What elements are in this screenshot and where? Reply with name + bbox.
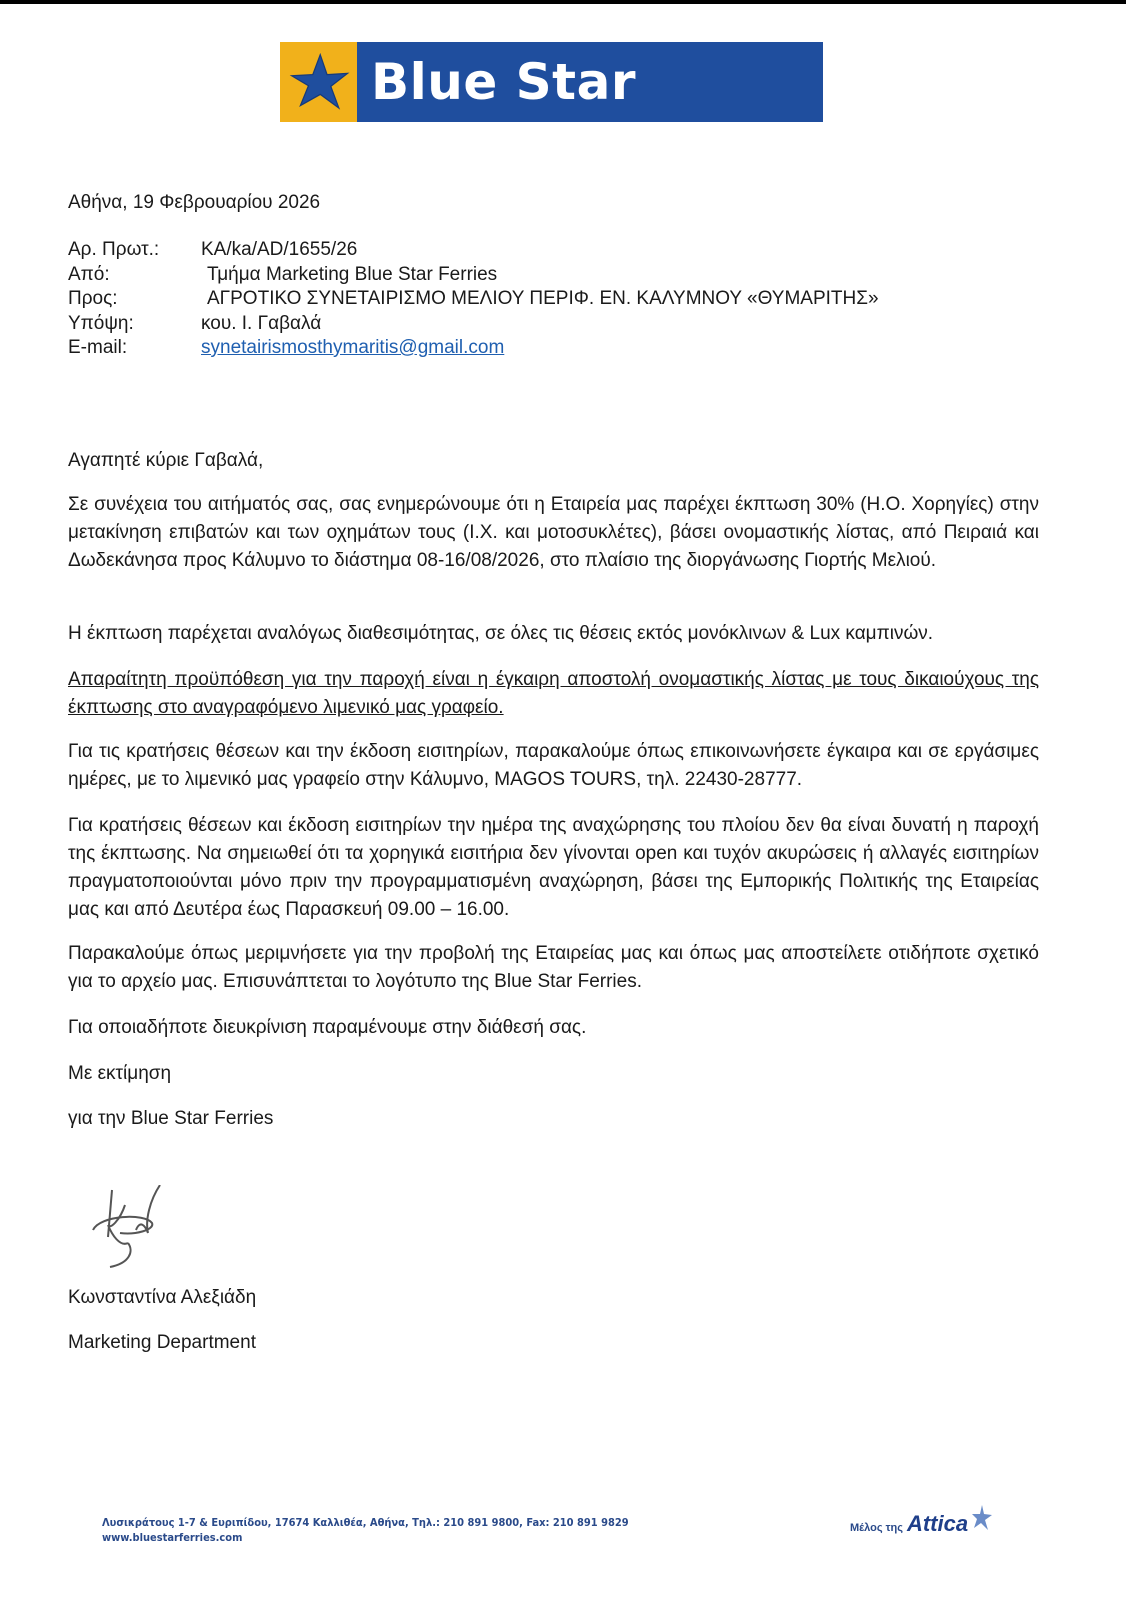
paragraph-text: Παρακαλούμε όπως μεριμνήσετε για την προβολή της Εταιρείας μας και όπως μας αποστείλετε οτιδήποτε σχετικό για το αρχείο μας. Επισυνάπτεται το λογότυπο της Blue Star Ferries. [68, 943, 1039, 992]
paragraph-text: Η έκπτωση παρέχεται αναλόγως διαθεσιμότητας, σε όλες τις θέσεις εκτός μονόκλινων & Lux καμπινών. [68, 623, 934, 644]
header-label: Προς: [68, 288, 118, 309]
paragraph-conditions [68, 812, 1039, 924]
header-row-from [68, 263, 879, 288]
paragraph-text: Για τις κρατήσεις θέσεων και την έκδοση εισιτηρίων, παρακαλούμε όπως επικοινωνήσετε έγκαιρα και σε εργάσιμες ημέρες, με το λιμενικό μας γραφείο στην Κάλυμνο, MAGOS TOURS, τηλ. 22430-28777. [68, 741, 1039, 790]
paragraph-text: Για κρατήσεις θέσεων και έκδοση εισιτηρίων την ημέρα της αναχώρησης του πλοίου δεν θα είναι δυνατή η παροχή της έκπτωσης. Να σημειωθεί ότι τα χορηγικά εισιτήρια δεν γίνονται open και τυχόν ακυρώσεις ή αλλαγές εισιτηρίων πραγματοποιούνται μόνο πριν την προγραμματισμένη αναχώρηση, βάσει της Εμπορικής Πολιτικής της Εταιρείας μας και από Δευτέρα έως Παρασκευή 09.00 – 16.00. [68, 815, 1039, 920]
paragraph-availability [68, 620, 1039, 648]
registered-mark: ® [572, 145, 583, 155]
header-label: Υπόψη: [68, 312, 134, 334]
signatory-name: Κωνσταντίνα Αλεξιάδη [68, 1287, 257, 1308]
member-label: Μέλος της [850, 1522, 903, 1534]
paragraph-text: Σε συνέχεια του αιτήματός σας, σας ενημερώνουμε ότι η Εταιρεία μας παρέχει έκπτωση 30% (Η.Ο. Χορηγίες) στην μετακίνηση επιβατών και των οχημάτων τους (Ι.Χ. και μοτοσυκλέτες), βάσει ονομαστικής λίστας, από Πειραιά και Δωδεκάνησα προς Κάλυμνο το διάστημα 08-16/08/2026, στο πλαίσιο της διοργάνωσης Γιορτής Μελιού. [68, 494, 1039, 571]
closing-organization: για την Blue Star Ferries [68, 1108, 274, 1129]
header-label: Από: [68, 263, 110, 285]
top-edge-bar [0, 0, 1126, 4]
header-row-protocol [68, 238, 879, 263]
header-row-attention [68, 312, 879, 337]
paragraph-bookings [68, 738, 1039, 794]
paragraph-text: Για οποιαδήποτε διευκρίνιση παραμένουμε στην διάθεσή σας. [68, 1017, 587, 1038]
header-row-to [68, 287, 879, 312]
sender: Τμήμα Marketing Blue Star Ferries [207, 263, 498, 285]
logo-brand-text [357, 42, 823, 191]
paragraph-requirement [68, 666, 1039, 722]
star-icon [288, 51, 350, 113]
signatory-department: Marketing Department [68, 1332, 256, 1353]
letter-header-block [68, 238, 879, 361]
paragraph-clarification [68, 1014, 1039, 1042]
paragraph-discount [68, 491, 1039, 575]
header-label: Αρ. Πρωτ.: [68, 239, 160, 260]
company-logo [280, 42, 823, 191]
paragraph-promotion [68, 940, 1039, 996]
email-link[interactable]: synetairismosthymaritis@gmail.com [201, 337, 505, 358]
logo-brand-name: Blue Star Ferries [371, 53, 636, 191]
header-row-email [68, 336, 879, 361]
header-label: E-mail: [68, 337, 128, 358]
letter-date: Αθήνα, 19 Φεβρουαρίου 2026 [68, 192, 321, 213]
attica-star-icon [972, 1505, 992, 1531]
attica-logo-text: Attica [906, 1511, 969, 1536]
closing: Με εκτίμηση [68, 1063, 172, 1084]
protocol-number: KA/ka/AD/1655/26 [201, 239, 358, 260]
logo-star-box [280, 42, 357, 122]
paragraph-text-underlined: Απαραίτητη προϋπόθεση για την παροχή είναι η έγκαιρη αποστολή ονομαστικής λίστας με τους δικαιούχους της έκπτωσης στο αναγραφόμενο λιμενικό μας γραφείο. [68, 669, 1039, 718]
footer-address-block [102, 1515, 629, 1545]
footer-website[interactable]: www.bluestarferries.com [102, 1531, 243, 1544]
salutation: Αγαπητέ κύριε Γαβαλά, [68, 450, 264, 471]
recipient: ΑΓΡΟΤΙΚΟ ΣΥΝΕΤΑΙΡΙΣΜΟ ΜΕΛΙΟΥ ΠΕΡΙΦ. ΕΝ. ΚΑΛΥΜΝΟΥ «ΘΥΜΑΡΙΤΗΣ» [207, 288, 879, 309]
footer-address: Λυσικράτους 1-7 & Ευριπίδου, 17674 Καλλιθέα, Αθήνα, Τηλ.: 210 891 9800, Fax: 210 891 9829 [102, 1516, 629, 1529]
signature [90, 1185, 170, 1275]
attention: κου. Ι. Γαβαλά [201, 312, 322, 334]
footer-member-of [850, 1505, 992, 1537]
